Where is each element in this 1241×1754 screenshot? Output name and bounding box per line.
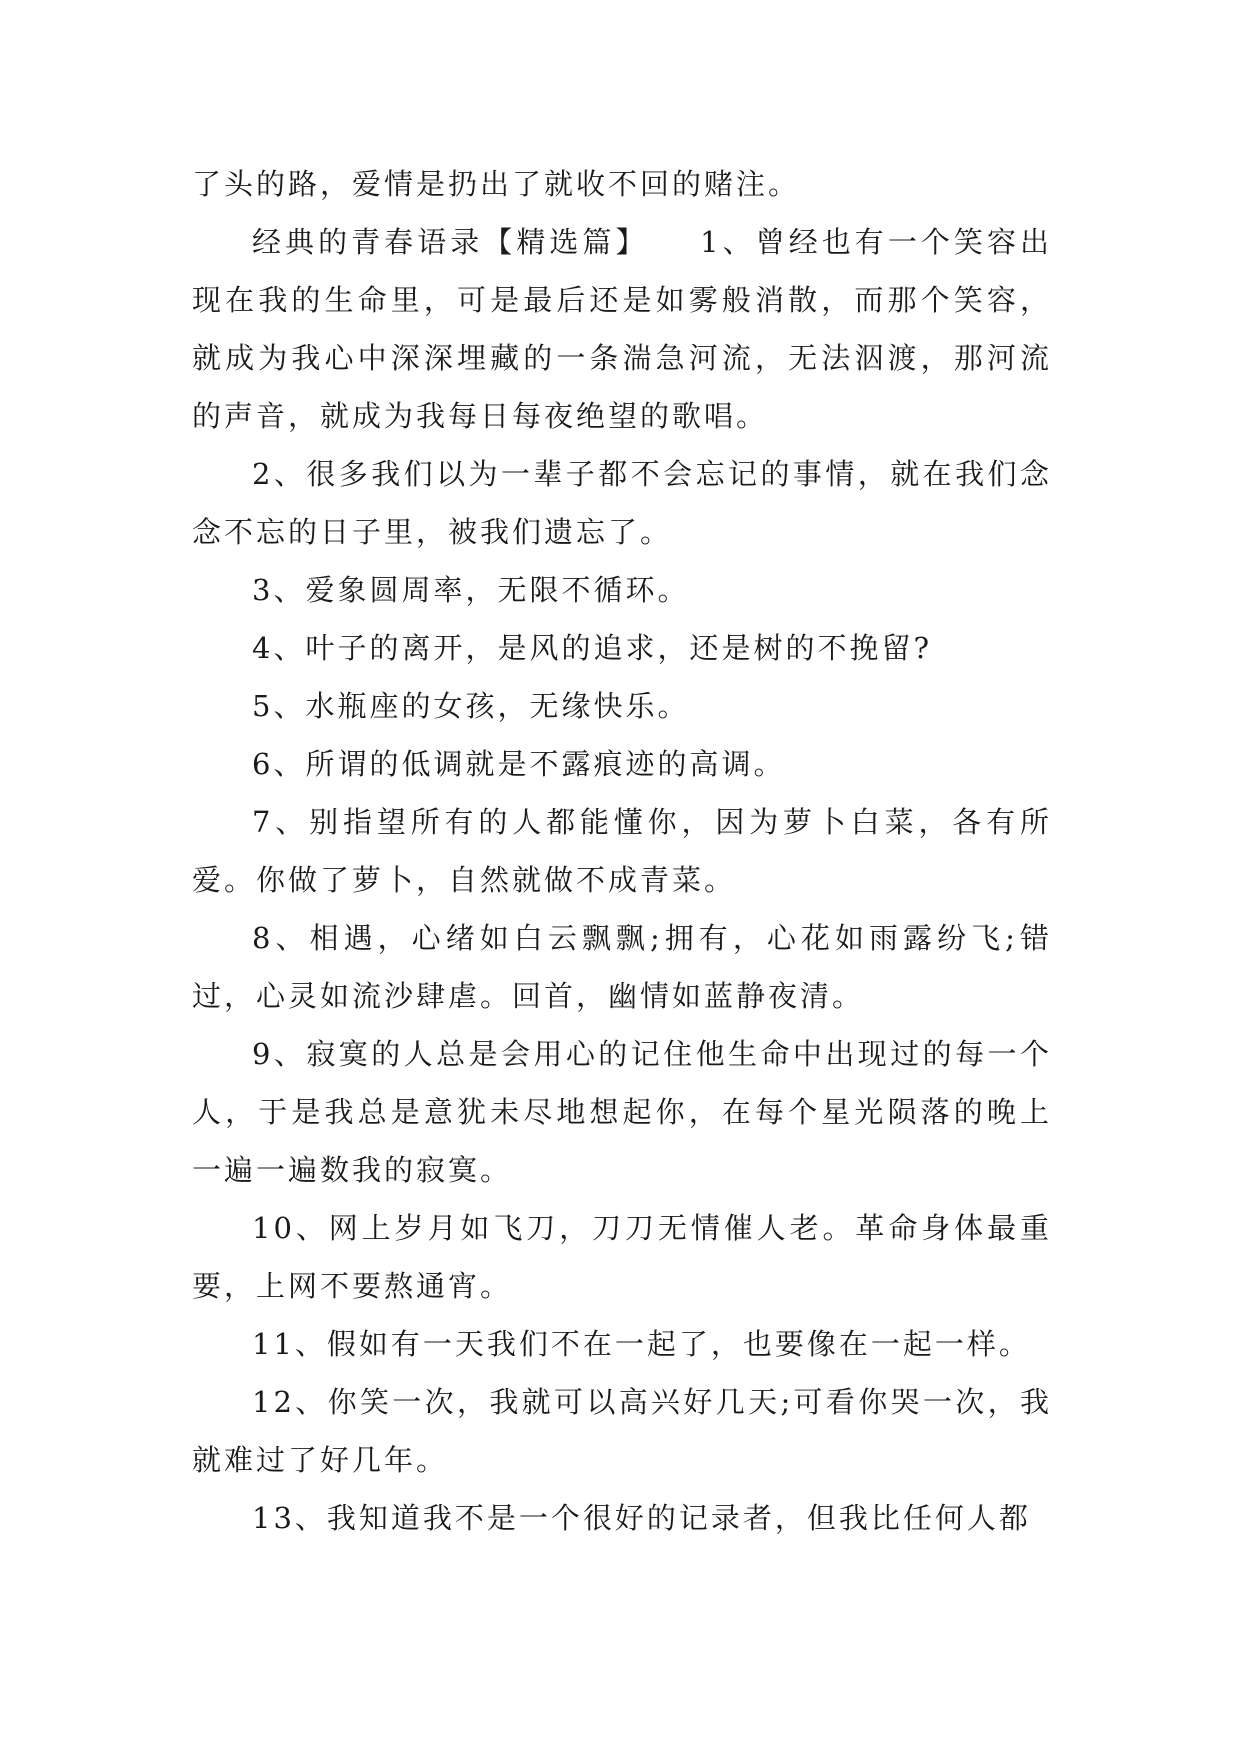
paragraph-1: 了头的路，爱情是扔出了就收不回的赌注。 [192, 167, 801, 201]
document-body [192, 155, 1052, 1547]
paragraph-13: 12、你笑一次，我就可以高兴好几天;可看你哭一次，我就难过了好几年。 [192, 1385, 1052, 1477]
paragraph-11: 10、网上岁月如飞刀，刀刀无情催人老。革命身体最重要，上网不要熬通宵。 [192, 1211, 1052, 1303]
paragraph-7: 6、所谓的低调就是不露痕迹的高调。 [252, 747, 786, 781]
paragraph-9: 8、相遇，心绪如白云飘飘;拥有，心花如雨露纷飞;错过，心灵如流沙肆虐。回首，幽情如蓝静夜清。 [192, 921, 1052, 1013]
paragraph-3: 2、很多我们以为一辈子都不会忘记的事情，就在我们念念不忘的日子里，被我们遗忘了。 [192, 457, 1052, 549]
paragraph-10: 9、寂寞的人总是会用心的记住他生命中出现过的每一个人，于是我总是意犹未尽地想起你，在每个星光陨落的晚上一遍一遍数我的寂寞。 [192, 1037, 1052, 1187]
paragraph-12: 11、假如有一天我们不在一起了，也要像在一起一样。 [252, 1327, 1031, 1361]
paragraph-2: 经典的青春语录【精选篇】 1、曾经也有一个笑容出现在我的生命里，可是最后还是如雾般消散，而那个笑容，就成为我心中深深埋藏的一条湍急河流，无法泅渡，那河流的声音，就成为我每日每夜绝望的歌唱。 [192, 225, 1052, 433]
paragraph-14: 13、我知道我不是一个很好的记录者，但我比任何人都 [252, 1501, 1031, 1535]
paragraph-6: 5、水瓶座的女孩，无缘快乐。 [252, 689, 690, 723]
paragraph-5: 4、叶子的离开，是风的追求，还是树的不挽留? [252, 631, 932, 665]
paragraph-4: 3、爱象圆周率，无限不循环。 [252, 573, 690, 607]
paragraph-8: 7、别指望所有的人都能懂你，因为萝卜白菜，各有所爱。你做了萝卜，自然就做不成青菜。 [192, 805, 1052, 897]
